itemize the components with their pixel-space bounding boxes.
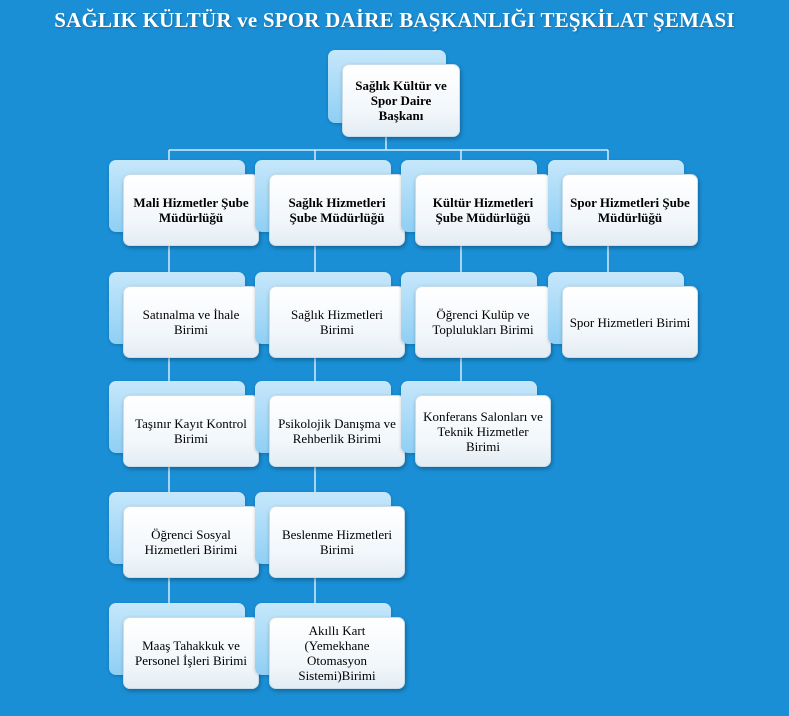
unit-node-label: Spor Hizmetleri Birimi	[569, 314, 691, 330]
department-node	[548, 160, 698, 246]
department-node-label: Spor Hizmetleri Şube Müdürlüğü	[570, 195, 690, 225]
department-node-box	[123, 174, 259, 246]
unit-node-label: Satınalma ve İhale Birimi	[142, 307, 240, 337]
chart-title: SAĞLIK KÜLTÜR ve SPOR DAİRE BAŞKANLIĞI TEŞKİLAT ŞEMASI	[54, 8, 735, 32]
unit-node	[109, 492, 259, 578]
unit-node-label: Beslenme Hizmetleri Birimi	[281, 527, 393, 557]
unit-node-box	[415, 395, 551, 467]
unit-node-label: Psikolojik Danışma ve Rehberlik Birimi	[278, 416, 396, 446]
department-node-label: Kültür Hizmetleri Şube Müdürlüğü	[432, 195, 534, 225]
department-node	[255, 160, 405, 246]
head-node-label: Sağlık Kültür ve Spor Daire Başkanı	[355, 78, 447, 123]
department-node	[109, 160, 259, 246]
unit-node-box	[123, 506, 259, 578]
department-node-box	[562, 174, 698, 246]
unit-node	[548, 272, 698, 358]
unit-node-box	[123, 617, 259, 689]
unit-node	[109, 272, 259, 358]
department-node-label: Sağlık Hizmetleri Şube Müdürlüğü	[288, 195, 386, 225]
unit-node-label: Taşınır Kayıt Kontrol Birimi	[135, 416, 247, 446]
unit-node	[255, 381, 405, 467]
unit-node-box	[269, 506, 405, 578]
head-node	[328, 50, 460, 137]
unit-node-label: Sağlık Hizmetleri Birimi	[290, 307, 384, 337]
unit-node	[255, 272, 405, 358]
unit-node	[401, 381, 551, 467]
unit-node	[109, 381, 259, 467]
unit-node-box	[269, 395, 405, 467]
unit-node-box	[123, 395, 259, 467]
head-node-box	[342, 64, 460, 137]
department-node-box	[269, 174, 405, 246]
department-node-label: Mali Hizmetler Şube Müdürlüğü	[133, 195, 249, 225]
unit-node-label: Maaş Tahakkuk ve Personel İşleri Birimi	[135, 638, 247, 668]
unit-node-label: Akıllı Kart (Yemekhane Otomasyon Sistemi)Birimi	[298, 623, 376, 683]
unit-node-box	[123, 286, 259, 358]
unit-node-box	[415, 286, 551, 358]
unit-node-label: Öğrenci Kulüp ve Toplulukları Birimi	[432, 307, 534, 337]
department-node	[401, 160, 551, 246]
unit-node	[109, 603, 259, 689]
unit-node-box	[269, 617, 405, 689]
unit-node	[401, 272, 551, 358]
unit-node-label: Öğrenci Sosyal Hizmetleri Birimi	[144, 527, 238, 557]
department-node-box	[415, 174, 551, 246]
unit-node	[255, 492, 405, 578]
unit-node-box	[269, 286, 405, 358]
unit-node	[255, 603, 405, 689]
unit-node-label: Konferans Salonları ve Teknik Hizmetler Birimi	[423, 408, 543, 454]
unit-node-box	[562, 286, 698, 358]
